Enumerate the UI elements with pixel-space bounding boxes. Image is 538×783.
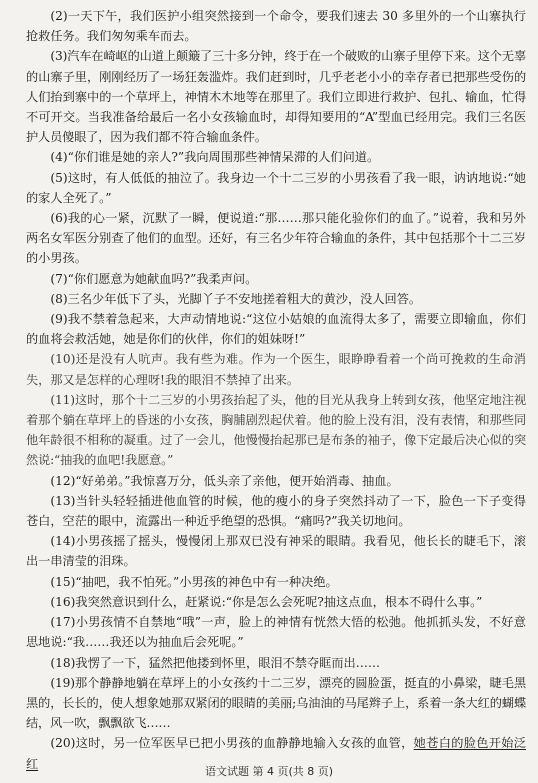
paragraph-3: (3)汽车在崎岖的山道上颠簸了三十多分钟，终于在一个破败的山寨子里停下来。这个无辜的山寨子里，刚刚经历了一场狂轰滥炸。我们赶到时，几乎老老小小的幸存者已把那些受伤的人们抬到寨中的一个草坪上，神情木木地等在那里了。我们立即进行救护、包扎、输血，忙得不可开交。当我准备给最后一名小女孩输血时，却得知要用的“A”型血已经用完。我们三名医护人员傻眼了，因为我们都不符合输血条件。 [26, 49, 526, 145]
paragraph-15: (15)“抽吧，我不怕死。”小男孩的神色中有一种决绝。 [50, 574, 338, 589]
paragraph-11: (11)这时，那个十二三岁的小男孩抬起了头，他的目光从我身上转到女孩，他坚定地注视着那个躺在草坪上的昏迷的小女孩，胸脯剧烈起伏着。他的脸上没有泪，没有表情，和那些同他年龄很不相称的凝重。过了一会儿，他慢慢抬起那已是布条的袖子，像下定最后决心似的突然说:“抽我的血吧!我愿意。” [26, 392, 526, 468]
paragraph-5: (5)这时，有人低低的抽泣了。我身边一个十二三岁的小男孩看了我一眼，讷讷地说:“她的家人全死了。” [26, 170, 526, 205]
paragraph-20-text: (20)这时，另一位军医早已把小男孩的血静静地输入女孩的血管， [50, 736, 414, 751]
paragraph-2: (2)一天下午，我们医护小组突然接到一个命令，要我们速去 30 多里外的一个山寨执行抢救任务。我们匆匆乘车而去。 [26, 9, 526, 44]
paragraph-6: (6)我的心一紧，沉默了一瞬，便说道:“那……那只能化验你们的血了。”说着，我和另外两名女军医分别查了他们的血型。还好，有三名少年符合输血的条件，其中包括那个十二三岁的小男孩。 [26, 211, 526, 266]
article-body [26, 6, 526, 774]
page-footer: 语文试题 第 4 页(共 8 页) [204, 765, 334, 778]
paragraph-18: (18)我愣了一下，猛然把他搂到怀里，眼泪不禁夺眶而出…… [50, 655, 381, 670]
paragraph-9: (9)我不禁着急起来，大声动情地说:“这位小姑娘的血流得太多了，需要立即输血，你们的血将会救活她，她是你们的伙伴，你们的姐妹呀!” [26, 312, 526, 347]
paragraph-12: (12)“好弟弟。”我惊喜万分，低头亲了亲他，便开始消毒、抽血。 [50, 473, 399, 488]
paragraph-4: (4)“你们谁是她的亲人?”我向周围那些神情呆滞的人们问道。 [50, 150, 380, 165]
paragraph-14: (14)小男孩摇了摇头，慢慢闭上那双已没有神采的眼睛。我看见，他长长的睫毛下，滚出一串清莹的泪珠。 [26, 534, 526, 569]
paragraph-8: (8)三名少年低下了头，光脚丫子不安地搓着粗大的黄沙，没人回答。 [50, 291, 422, 306]
paragraph-10: (10)还是没有人吭声。我有些为难。作为一个医生，眼睁睁看着一个尚可挽救的生命消失，那又是怎样的心理呀!我的眼泪不禁掉了出来。 [26, 352, 526, 387]
paragraph-17: (17)小男孩情不自禁地“哦”一声，脸上的神情有恍然大悟的松弛。他抓抓头发，不好意思地说:“我……我还以为抽血后会死呢。” [26, 615, 526, 650]
paragraph-7: (7)“你们愿意为她献血吗?”我柔声问。 [50, 271, 258, 286]
paragraph-16: (16)我突然意识到什么，赶紧说:“你是怎么会死呢?抽这点血，根本不碍什么事。” [50, 594, 483, 609]
paragraph-19: (19)那个静静地躺在草坪上的小女孩约十二三岁，漂亮的圆脸蛋，挺直的小鼻梁，睫毛黑黑的，长长的，使人想象她那双紧闭的眼睛的美丽;乌油油的马尾辫子上，系着一条大红的蝴蝶结，风一吹，飘飘欲飞…… [26, 675, 526, 731]
paragraph-13: (13)当针头轻轻插进他血管的时候，他的瘦小的身子突然抖动了一下，脸色一下子变得苍白，空茫的眼中，流露出一种近乎绝望的恐惧。“痛吗?”我关切地问。 [26, 493, 526, 529]
paragraph-20-underlined: 她苍白的脸色开始泛红 [26, 736, 526, 771]
